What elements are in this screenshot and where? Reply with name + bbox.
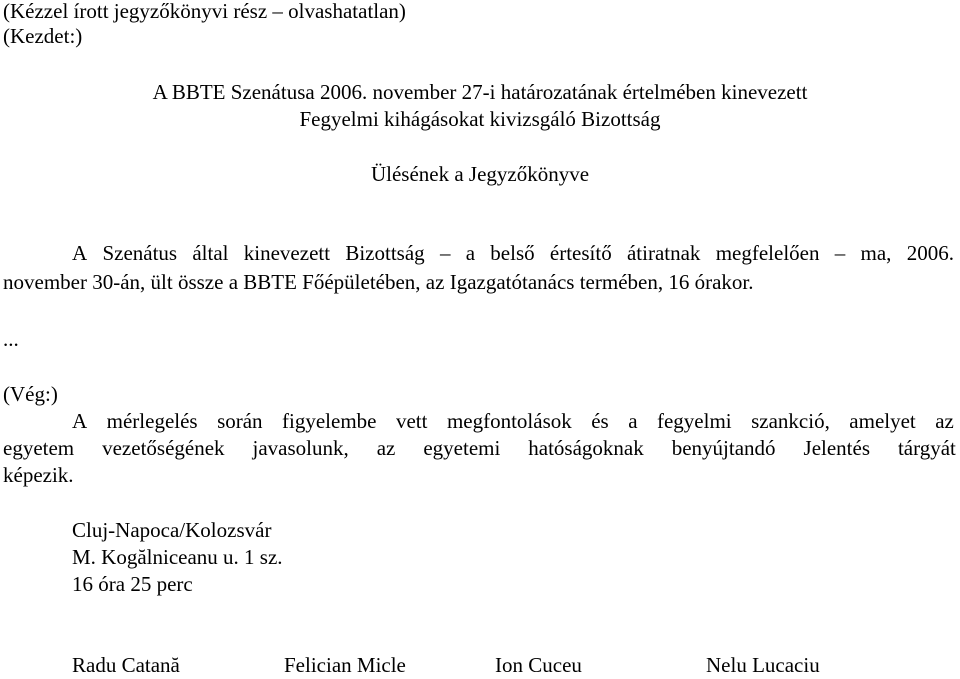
intro-line-1	[72, 240, 954, 267]
signature-4: Nelu Lucaciu	[706, 653, 820, 677]
title-line-1: A BBTE Szenátusa 2006. november 27-i határozatának értelmében kinevezett	[152, 80, 808, 104]
end-line-2-word: hatóságoknak	[528, 436, 644, 460]
end-line-1-word: A	[72, 409, 88, 433]
document-subtitle: Ülésének a Jegyzőkönyve	[370, 162, 590, 186]
end-line-1-word: figyelembe	[282, 409, 377, 433]
place-street: M. Kogălniceanu u. 1 sz.	[72, 545, 283, 569]
end-line-2-word: az	[376, 436, 396, 460]
header-note: (Kézzel írott jegyzőkönyvi rész – olvashatatlan)	[3, 0, 406, 23]
end-line-1-word: megfontolások	[446, 409, 572, 433]
intro-line-1-word: átiratnak	[626, 241, 701, 265]
header-start: (Kezdet:)	[3, 24, 83, 48]
intro-line-1-word: ma,	[860, 241, 892, 265]
place-time: 16 óra 25 perc	[72, 572, 193, 596]
intro-line-2: november 30-án, ült össze a BBTE Főépületében, az Igazgatótanács termében, 16 órakor.	[3, 270, 754, 294]
end-line-2-word: Jelentés	[803, 436, 870, 460]
end-line-2-word: egyetem	[3, 436, 75, 460]
end-line-2-word: javasolunk,	[252, 436, 349, 460]
intro-line-1-word: által	[192, 241, 229, 265]
intro-line-1-word: belső	[490, 241, 535, 265]
end-line-1-word: amelyet	[849, 409, 916, 433]
intro-line-1-word: Bizottság	[345, 241, 425, 265]
intro-line-1-word: kinevezett	[243, 241, 331, 265]
intro-line-1-word: A	[72, 241, 88, 265]
place-city: Cluj-Napoca/Kolozsvár	[72, 518, 272, 542]
end-line-1-word: vett	[395, 409, 428, 433]
end-line-2-word: tárgyát	[897, 436, 956, 460]
end-line-1-word: során	[217, 409, 263, 433]
intro-line-1-word: –	[439, 241, 451, 265]
ellipsis: ...	[3, 327, 19, 351]
end-line-1-word: szankció,	[751, 409, 830, 433]
intro-line-1-word: –	[834, 241, 846, 265]
end-line-1-word: a	[628, 409, 638, 433]
end-line-1-word: fegyelmi	[656, 409, 732, 433]
intro-line-1-word: Szenátus	[102, 241, 178, 265]
end-line-2-word: benyújtandó	[671, 436, 776, 460]
intro-line-1-word: értesítő	[549, 241, 612, 265]
signature-1: Radu Catană	[72, 653, 180, 677]
intro-line-1-word: a	[465, 241, 476, 265]
signature-2: Felician Micle	[284, 653, 406, 677]
end-label: (Vég:)	[3, 382, 58, 406]
end-line-2-word: egyetemi	[423, 436, 501, 460]
end-line-1	[72, 408, 954, 435]
end-line-1-word: az	[935, 409, 954, 433]
intro-line-1-word: 2006.	[906, 241, 954, 265]
end-line-2	[3, 435, 956, 462]
end-line-3: képezik.	[3, 463, 74, 487]
end-line-2-word: vezetőségének	[102, 436, 225, 460]
end-line-1-word: mérlegelés	[106, 409, 198, 433]
intro-line-1-word: megfelelően	[715, 241, 820, 265]
signature-3: Ion Cuceu	[495, 653, 582, 677]
title-line-2: Fegyelmi kihágásokat kivizsgáló Bizottság	[299, 107, 661, 131]
end-line-1-word: és	[591, 409, 609, 433]
